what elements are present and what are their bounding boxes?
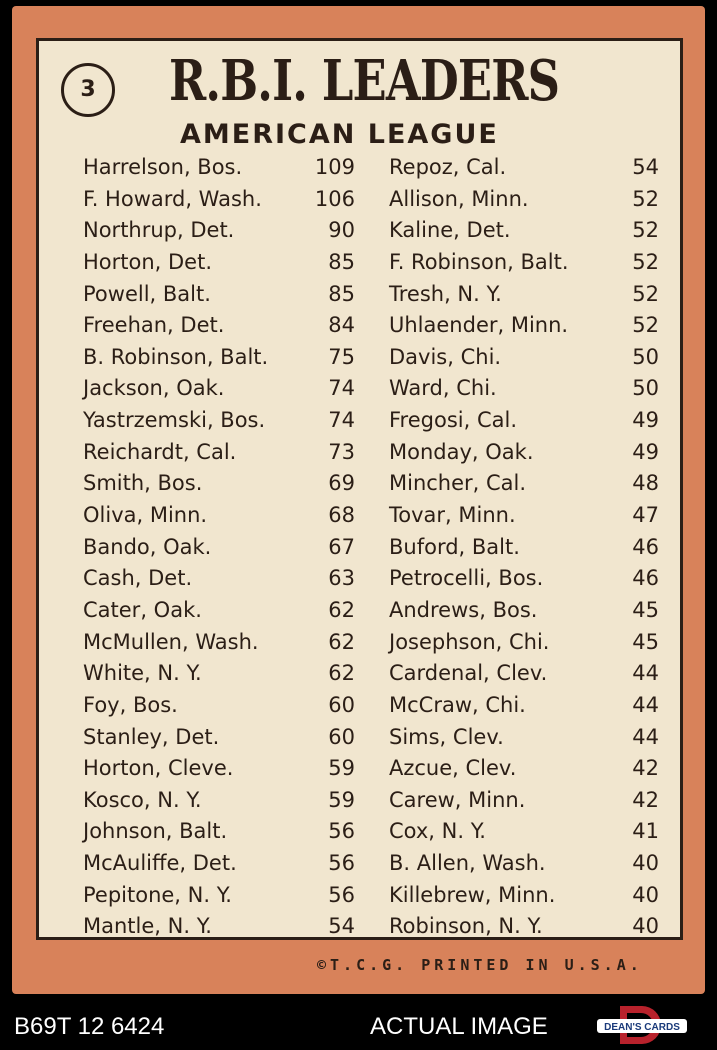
player-name: Horton, Det. [83, 249, 213, 274]
leader-row [389, 880, 659, 912]
leader-row [389, 532, 659, 564]
player-name: Cox, N. Y. [389, 819, 486, 844]
leader-row [389, 848, 659, 880]
leader-row [83, 532, 355, 564]
player-name: Uhlaender, Minn. [389, 313, 569, 338]
deans-cards-logo [596, 1004, 688, 1046]
player-name: McMullen, Wash. [83, 629, 259, 654]
player-name: Andrews, Bos. [389, 597, 538, 622]
rbi-value: 45 [632, 629, 659, 654]
rbi-value: 67 [328, 534, 355, 559]
player-name: B. Robinson, Balt. [83, 344, 269, 369]
player-name: Petrocelli, Bos. [389, 566, 544, 591]
rbi-value: 44 [632, 661, 659, 686]
leader-row [389, 247, 659, 279]
player-name: White, N. Y. [83, 661, 202, 686]
player-name: F. Howard, Wash. [83, 186, 262, 211]
player-name: Tresh, N. Y. [389, 281, 502, 306]
player-name: Reichardt, Cal. [83, 439, 237, 464]
player-name: Cater, Oak. [83, 597, 202, 622]
player-name: Monday, Oak. [389, 439, 534, 464]
actual-image-label: ACTUAL IMAGE [370, 1013, 548, 1040]
rbi-value: 56 [328, 882, 355, 907]
player-name: Freehan, Det. [83, 313, 225, 338]
rbi-value: 62 [328, 597, 355, 622]
leader-row [389, 690, 659, 722]
leader-row [83, 563, 355, 595]
rbi-value: 40 [632, 882, 659, 907]
leader-row [83, 880, 355, 912]
leader-row [389, 500, 659, 532]
rbi-value: 60 [328, 692, 355, 717]
leader-row [389, 152, 659, 184]
rbi-value: 69 [328, 471, 355, 496]
player-name: Oliva, Minn. [83, 503, 208, 528]
player-name: Stanley, Det. [83, 724, 220, 749]
rbi-value: 46 [632, 566, 659, 591]
player-name: Buford, Balt. [389, 534, 520, 559]
player-name: Mincher, Cal. [389, 471, 527, 496]
rbi-value: 73 [328, 439, 355, 464]
rbi-value: 75 [328, 344, 355, 369]
card-number-badge: 3 [61, 63, 115, 117]
rbi-value: 52 [632, 186, 659, 211]
leader-row [389, 911, 659, 943]
leader-row [83, 437, 355, 469]
leader-row [83, 785, 355, 817]
player-name: Northrup, Det. [83, 218, 235, 243]
leader-row [83, 595, 355, 627]
player-name: Kaline, Det. [389, 218, 511, 243]
rbi-value: 60 [328, 724, 355, 749]
rbi-value: 47 [632, 503, 659, 528]
player-name: Bando, Oak. [83, 534, 212, 559]
player-name: Jackson, Oak. [83, 376, 225, 401]
player-name: Tovar, Minn. [389, 503, 516, 528]
card-subtitle: AMERICAN LEAGUE [180, 119, 499, 150]
rbi-value: 45 [632, 597, 659, 622]
leader-row [389, 342, 659, 374]
leader-row [83, 500, 355, 532]
leader-row [83, 658, 355, 690]
rbi-value: 52 [632, 313, 659, 338]
player-name: F. Robinson, Balt. [389, 249, 569, 274]
leader-row [83, 405, 355, 437]
copyright-text: ©T.C.G. PRINTED IN U.S.A. [317, 956, 643, 974]
rbi-value: 62 [328, 661, 355, 686]
leader-row [83, 310, 355, 342]
leader-row [389, 405, 659, 437]
player-name: Kosco, N. Y. [83, 787, 202, 812]
rbi-value: 40 [632, 914, 659, 939]
player-name: Carew, Minn. [389, 787, 526, 812]
rbi-value: 42 [632, 756, 659, 781]
player-name: Smith, Bos. [83, 471, 203, 496]
player-name: Fregosi, Cal. [389, 408, 517, 433]
rbi-value: 46 [632, 534, 659, 559]
leader-row [83, 722, 355, 754]
rbi-value: 63 [328, 566, 355, 591]
leader-row [389, 816, 659, 848]
rbi-value: 40 [632, 851, 659, 876]
leader-row [83, 690, 355, 722]
leader-row [389, 627, 659, 659]
logo-text: DEAN'S CARDS [604, 1022, 680, 1033]
rbi-value: 90 [328, 218, 355, 243]
rbi-value: 54 [328, 914, 355, 939]
rbi-value: 106 [314, 186, 355, 211]
player-name: Foy, Bos. [83, 692, 178, 717]
player-name: Cardenal, Clev. [389, 661, 548, 686]
player-name: Davis, Chi. [389, 344, 502, 369]
rbi-value: 85 [328, 249, 355, 274]
player-name: Horton, Cleve. [83, 756, 234, 781]
card-title: R.B.I. LEADERS [169, 48, 560, 114]
player-name: Josephson, Chi. [389, 629, 550, 654]
rbi-value: 59 [328, 756, 355, 781]
rbi-value: 74 [328, 408, 355, 433]
leader-row [389, 279, 659, 311]
rbi-value: 85 [328, 281, 355, 306]
player-name: Yastrzemski, Bos. [83, 408, 266, 433]
rbi-value: 52 [632, 281, 659, 306]
leader-row [83, 342, 355, 374]
rbi-value: 84 [328, 313, 355, 338]
rbi-value: 52 [632, 218, 659, 243]
leader-row [83, 911, 355, 943]
rbi-value: 44 [632, 724, 659, 749]
player-name: Ward, Chi. [389, 376, 497, 401]
player-name: McCraw, Chi. [389, 692, 526, 717]
player-name: Mantle, N. Y. [83, 914, 212, 939]
rbi-value: 52 [632, 249, 659, 274]
leader-row [389, 563, 659, 595]
leader-row [389, 753, 659, 785]
rbi-value: 48 [632, 471, 659, 496]
leader-row [83, 247, 355, 279]
player-name: McAuliffe, Det. [83, 851, 237, 876]
leader-row [83, 215, 355, 247]
player-name: Repoz, Cal. [389, 155, 507, 179]
leader-row [389, 310, 659, 342]
player-name: Johnson, Balt. [83, 819, 228, 844]
player-name: Allison, Minn. [389, 186, 529, 211]
leader-row [83, 627, 355, 659]
player-name: Sims, Clev. [389, 724, 504, 749]
player-name: Killebrew, Minn. [389, 882, 556, 907]
leader-row [83, 468, 355, 500]
rbi-value: 42 [632, 787, 659, 812]
leader-row [389, 184, 659, 216]
rbi-value: 62 [328, 629, 355, 654]
rbi-value: 56 [328, 819, 355, 844]
leaders-right-column [389, 152, 659, 943]
leader-row [389, 722, 659, 754]
rbi-value: 49 [632, 408, 659, 433]
leaders-left-column [83, 152, 355, 943]
leader-row [83, 373, 355, 405]
leader-row [389, 658, 659, 690]
leader-row [83, 753, 355, 785]
leader-row [389, 437, 659, 469]
rbi-value: 109 [314, 155, 355, 179]
leader-row [389, 215, 659, 247]
leader-row [389, 595, 659, 627]
leader-row [83, 152, 355, 184]
rbi-value: 41 [632, 819, 659, 844]
rbi-value: 54 [632, 155, 659, 179]
leader-row [83, 848, 355, 880]
rbi-value: 59 [328, 787, 355, 812]
leader-row [83, 816, 355, 848]
leader-row [389, 468, 659, 500]
leader-row [389, 373, 659, 405]
player-name: Robinson, N. Y. [389, 914, 543, 939]
leader-row [83, 279, 355, 311]
rbi-value: 68 [328, 503, 355, 528]
rbi-value: 50 [632, 344, 659, 369]
player-name: Powell, Balt. [83, 281, 211, 306]
player-name: Pepitone, N. Y. [83, 882, 232, 907]
rbi-value: 50 [632, 376, 659, 401]
player-name: Azcue, Clev. [389, 756, 517, 781]
card-panel [36, 38, 683, 940]
card-frame [12, 6, 705, 994]
player-name: Cash, Det. [83, 566, 193, 591]
leader-row [389, 785, 659, 817]
rbi-value: 74 [328, 376, 355, 401]
card-id-label: B69T 12 6424 [14, 1013, 165, 1040]
player-name: Harrelson, Bos. [83, 155, 243, 179]
rbi-value: 44 [632, 692, 659, 717]
rbi-value: 56 [328, 851, 355, 876]
player-name: B. Allen, Wash. [389, 851, 546, 876]
rbi-value: 49 [632, 439, 659, 464]
leader-row [83, 184, 355, 216]
